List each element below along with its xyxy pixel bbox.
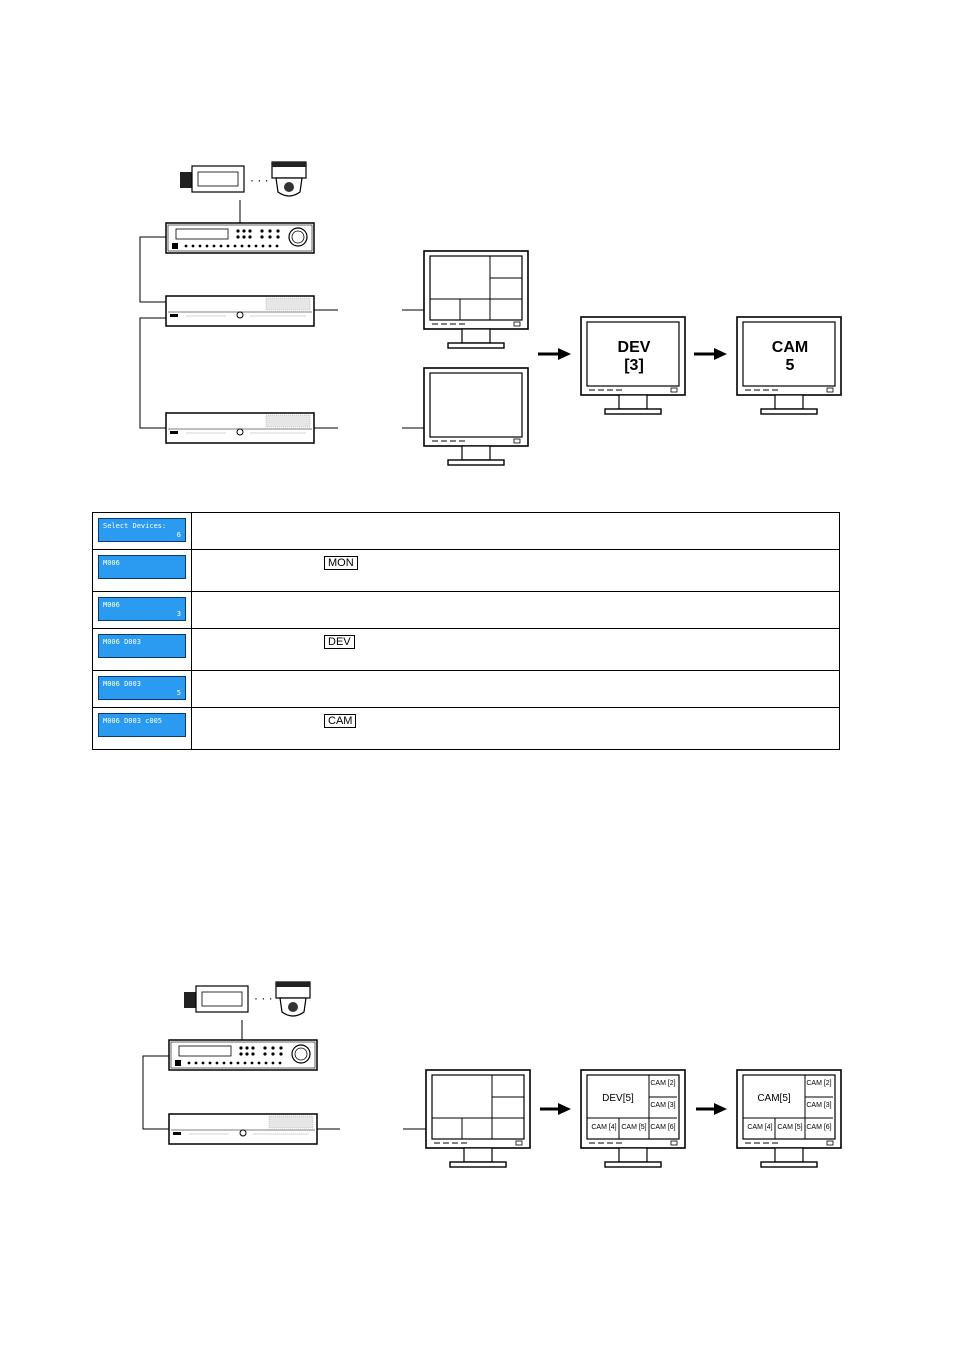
- arrow-icon: [540, 1103, 571, 1115]
- screen-cam-cell: CAM [6]: [806, 1124, 832, 1131]
- lcd-line1: M006: [103, 601, 120, 609]
- arrow-icon: [694, 348, 727, 360]
- keyboard-controller-icon: [166, 223, 314, 253]
- screen-dev-line1: DEV: [617, 339, 651, 356]
- lcd-display: [98, 518, 186, 542]
- screen-cam-cell: CAM [3]: [806, 1102, 832, 1109]
- svg-text:· · ·: · · ·: [254, 991, 273, 1005]
- screen-cam-line1: CAM: [771, 339, 809, 356]
- diagram-1: [140, 162, 841, 465]
- dvr-unit-icon: [166, 296, 314, 326]
- screen-dev-cell: CAM [6]: [650, 1124, 676, 1131]
- step-description: [192, 671, 840, 708]
- lcd-line1: Select Devices:: [103, 522, 167, 530]
- screen-cam-cell: CAM [4]: [747, 1124, 773, 1131]
- lcd-display: [98, 713, 186, 737]
- dev-key[interactable]: DEV: [324, 635, 355, 649]
- screen-dev-cell: CAM [5]: [621, 1124, 647, 1131]
- arrow-icon: [696, 1103, 727, 1115]
- diagram-2: [143, 982, 841, 1167]
- step-row: [93, 629, 840, 671]
- box-camera-icon: [180, 166, 244, 192]
- mon-key[interactable]: MON: [324, 556, 358, 570]
- screen-cam-cell: CAM [5]: [777, 1124, 803, 1131]
- cam-key[interactable]: CAM: [324, 714, 356, 728]
- screen-dev-cell: CAM [2]: [650, 1080, 676, 1087]
- lcd-line1: M006 D003 c005: [103, 717, 163, 725]
- lcd-line2: 6: [176, 531, 181, 539]
- step-description: [192, 629, 840, 671]
- step-description: [192, 592, 840, 629]
- lcd-line1: M006 D003: [103, 638, 141, 646]
- monitor-single-icon: [424, 368, 528, 465]
- lcd-display: [98, 676, 186, 700]
- dome-camera-icon: [276, 982, 310, 1016]
- monitor-split-icon: [424, 251, 528, 348]
- box-camera-icon: [184, 986, 248, 1012]
- step-description: [192, 513, 840, 550]
- step-table: [92, 512, 840, 750]
- lcd-display: [98, 597, 186, 621]
- dome-camera-icon: [272, 162, 306, 196]
- step-description: [192, 550, 840, 592]
- lcd-line2: 3: [176, 610, 181, 618]
- step-description: [192, 708, 840, 750]
- lcd-line1: M006: [103, 559, 120, 567]
- screen-dev-cell: CAM [4]: [591, 1124, 617, 1131]
- dvr-unit-icon: [169, 1114, 317, 1144]
- arrow-icon: [538, 348, 571, 360]
- screen-dev-main: DEV[5]: [602, 1093, 634, 1104]
- screen-cam-line2: 5: [785, 357, 795, 374]
- lcd-line1: M006 D003: [103, 680, 141, 688]
- keyboard-controller-icon: [169, 1040, 317, 1070]
- screen-dev-line2: [3]: [624, 357, 644, 374]
- screen-cam-main: CAM[5]: [757, 1093, 791, 1104]
- screen-cam-cell: CAM [2]: [806, 1080, 832, 1087]
- dvr-unit-icon: [166, 413, 314, 443]
- step-row: [93, 708, 840, 750]
- step-row: [93, 592, 840, 629]
- step-row: [93, 671, 840, 708]
- screen-dev-cell: CAM [3]: [650, 1102, 676, 1109]
- monitor-split-icon: [426, 1070, 530, 1167]
- step-row: [93, 513, 840, 550]
- lcd-display: [98, 634, 186, 658]
- svg-text:· · ·: · · ·: [250, 173, 269, 187]
- lcd-line2: 5: [176, 689, 181, 697]
- step-row: [93, 550, 840, 592]
- lcd-display: [98, 555, 186, 579]
